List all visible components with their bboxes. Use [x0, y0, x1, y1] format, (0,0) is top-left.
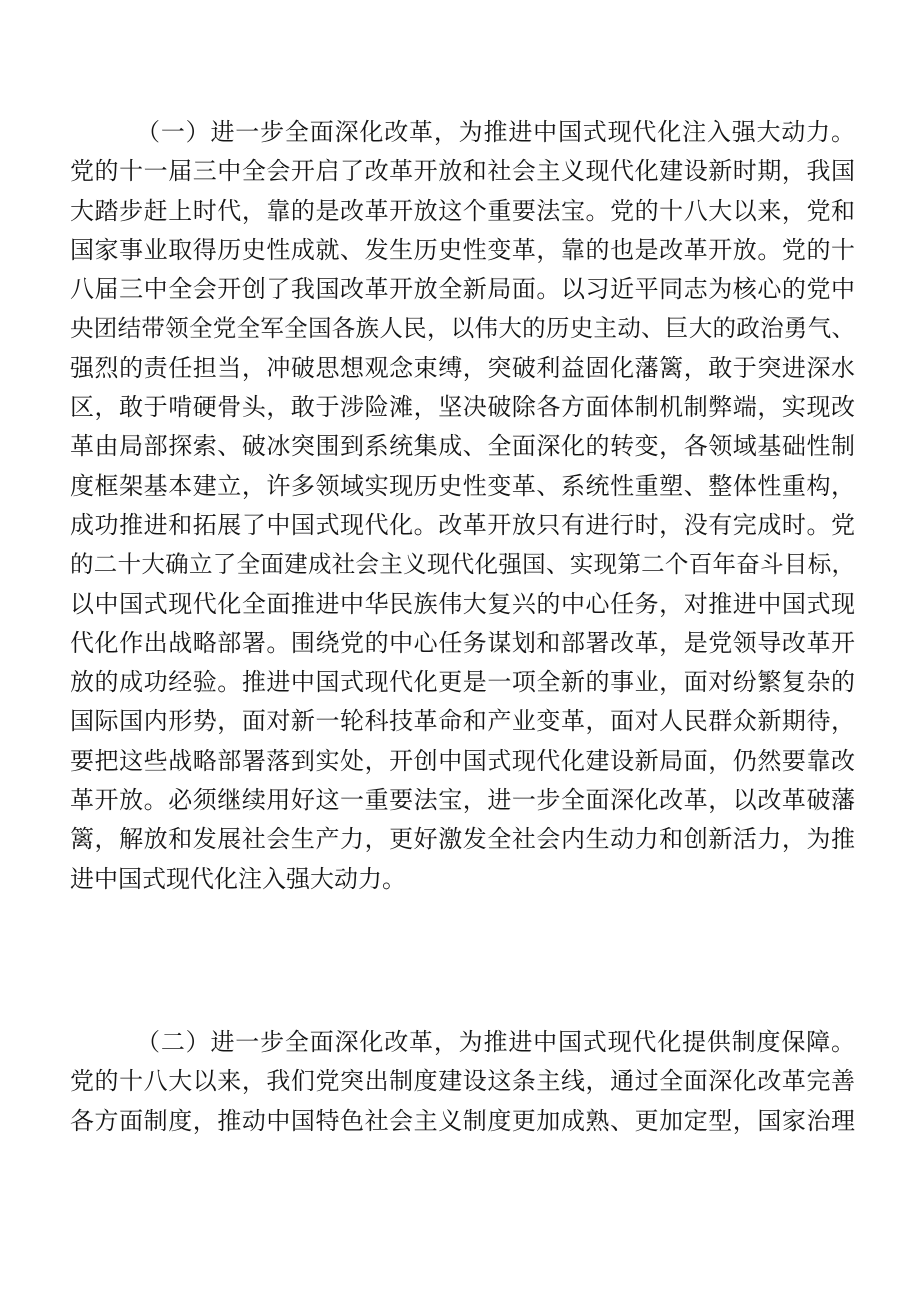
paragraph-line: 国际国内形势，面对新一轮科技革命和产业变革，面对人民群众新期待，: [70, 707, 855, 736]
paragraph-line: （一）进一步全面深化改革，为推进中国式现代化注入强大动力。: [136, 118, 855, 146]
paragraph-line: 八届三中全会开创了我国改革开放全新局面。以习近平同志为核心的党中: [70, 275, 855, 304]
paragraph-1: [70, 113, 855, 899]
paragraph-line: （二）进一步全面深化改革，为推进中国式现代化提供制度保障。: [136, 1028, 855, 1056]
paragraph-line: 大踏步赶上时代，靠的是改革开放这个重要法宝。党的十八大以来，党和: [70, 196, 855, 225]
paragraph-line: 的二十大确立了全面建成社会主义现代化强国、实现第二个百年奋斗目标，: [70, 550, 855, 579]
paragraph-line: 革开放。必须继续用好这一重要法宝，进一步全面深化改革，以改革破藩: [70, 786, 855, 815]
paragraph-line: 放的成功经验。推进中国式现代化更是一项全新的事业，面对纷繁复杂的: [70, 668, 855, 697]
paragraph-line: 党的十八大以来，我们党突出制度建设这条主线，通过全面深化改革完善: [70, 1067, 855, 1096]
paragraph-line: 党的十一届三中全会开启了改革开放和社会主义现代化建设新时期，我国: [70, 157, 855, 186]
paragraph-line: 各方面制度，推动中国特色社会主义制度更加成熟、更加定型，国家治理: [70, 1106, 855, 1135]
paragraph-line: 代化作出战略部署。围绕党的中心任务谋划和部署改革，是党领导改革开: [70, 628, 855, 657]
paragraph-line: 要把这些战略部署落到实处，开创中国式现代化建设新局面，仍然要靠改: [70, 746, 855, 775]
paragraph-line: 进中国式现代化注入强大动力。: [70, 864, 406, 893]
paragraph-line: 国家事业取得历史性成就、发生历史性变革，靠的也是改革开放。党的十: [70, 235, 855, 264]
paragraph-line: 央团结带领全党全军全国各族人民，以伟大的历史主动、巨大的政治勇气、: [70, 314, 855, 343]
paragraph-line: 篱，解放和发展社会生产力，更好激发全社会内生动力和创新活力，为推: [70, 825, 855, 854]
paragraph-line: 革由局部探索、破冰突围到系统集成、全面深化的转变，各领域基础性制: [70, 432, 855, 461]
paragraph-line: 成功推进和拓展了中国式现代化。改革开放只有进行时，没有完成时。党: [70, 510, 855, 539]
paragraph-line: 以中国式现代化全面推进中华民族伟大复兴的中心任务，对推进中国式现: [70, 589, 855, 618]
paragraph-line: 度框架基本建立，许多领域实现历史性变革、系统性重塑、整体性重构，: [70, 471, 855, 500]
paragraph-2: [70, 1023, 855, 1141]
paragraph-line: 区，敢于啃硬骨头，敢于涉险滩，坚决破除各方面体制机制弊端，实现改: [70, 393, 855, 422]
paragraph-line: 强烈的责任担当，冲破思想观念束缚，突破利益固化藩篱，敢于突进深水: [70, 353, 855, 382]
